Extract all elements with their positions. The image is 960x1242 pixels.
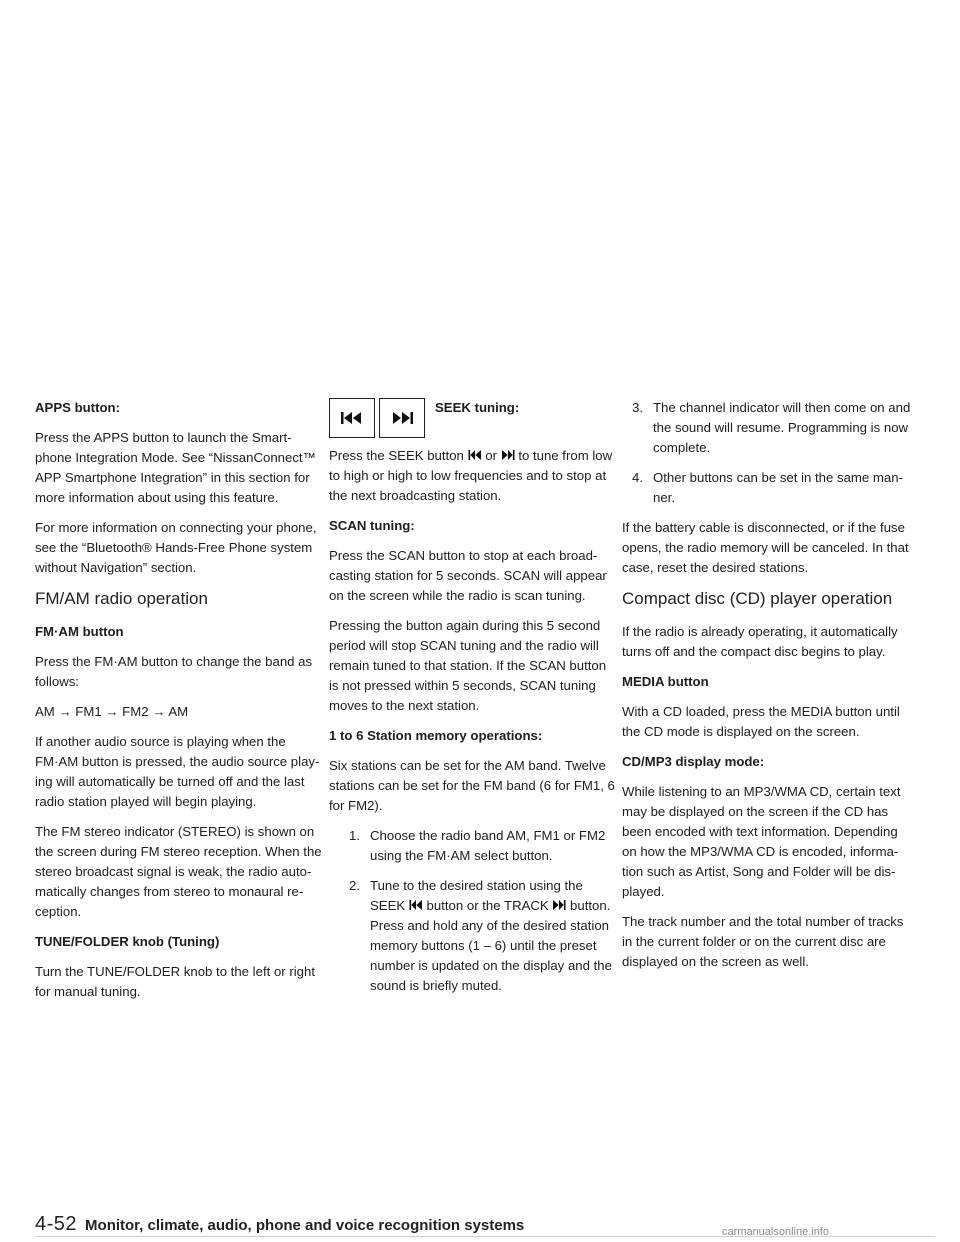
scan-paragraph-1: Press the SCAN button to stop at each broad-casting station for 5 seconds. SCAN will appear on the screen while the radio is scan tuning.	[329, 548, 607, 603]
display-paragraph-2: The track number and the total number of tracks in the current folder or on the current disc are displayed on the screen as well.	[622, 914, 904, 969]
scan-heading: SCAN tuning:	[329, 518, 415, 533]
page-number: 4-52	[35, 1213, 78, 1235]
memory-paragraph: Six stations can be set for the AM band. Twelve stations can be set for the FM band (6 for FM1, 6 for FM2).	[329, 758, 615, 813]
skip-forward-icon	[390, 411, 414, 425]
seek-paragraph-end: to tune from low to high or high to low frequencies and to stop at the next broadcasting station.	[329, 448, 613, 503]
fmam-band-cycle: AM → FM1 → FM2 → AM	[35, 704, 189, 719]
list-number: 1.	[349, 828, 360, 843]
list-text	[370, 876, 617, 996]
apps-paragraph-2: For more information on connecting your phone, see the “Bluetooth® Hands-Free Phone system without Navigation” section.	[35, 520, 317, 575]
skip-forward-icon	[501, 449, 515, 461]
memory-heading: 1 to 6 Station memory operations:	[329, 728, 543, 743]
apps-heading: APPS button:	[35, 400, 120, 415]
skip-back-icon	[468, 449, 482, 461]
step2-text-c: button. Press and hold any of the desired station memory buttons (1 – 6) until the preset number is updated on the display and the sound is briefly muted.	[370, 898, 612, 993]
list-item	[329, 826, 617, 866]
step2-text-a: Tune to the desired station using the SEEK	[370, 878, 583, 913]
tune-heading: TUNE/FOLDER knob (Tuning)	[35, 934, 220, 949]
seek-paragraph-start: Press the SEEK button	[329, 448, 464, 463]
cd-paragraph: If the radio is already operating, it automatically turns off and the compact disc begins to play.	[622, 624, 898, 659]
list-text: The channel indicator will then come on and the sound will resume. Programming is now complete.	[653, 400, 911, 455]
fmam-paragraph-3: The FM stereo indicator (STEREO) is shown on the screen during FM stereo reception. When the stereo broadcast signal is weak, the radio auto-matically changes from stereo to monaural re-ception.	[35, 824, 322, 919]
list-number: 3.	[632, 400, 643, 415]
skip-forward-icon	[552, 899, 566, 911]
tune-paragraph: Turn the TUNE/FOLDER knob to the left or right for manual tuning.	[35, 964, 315, 999]
section-title-cd: Compact disc (CD) player operation	[622, 589, 893, 608]
scan-paragraph-2: Pressing the button again during this 5 second period will stop SCAN tuning and the radio will remain tuned to that station. If the SCAN button is not pressed within 5 seconds, SCAN tuning moves to the next station.	[329, 618, 607, 713]
section-title-fm-am: FM/AM radio operation	[35, 589, 208, 608]
seek-paragraph-or: or	[485, 448, 497, 463]
list-number: 2.	[349, 878, 360, 893]
list-text: Choose the radio band AM, FM1 or FM2 using the FM·AM select button.	[370, 828, 606, 863]
seek-heading: SEEK tuning:	[435, 400, 520, 415]
list-item	[622, 468, 912, 508]
seek-forward-key	[379, 398, 425, 438]
skip-back-icon	[340, 411, 364, 425]
display-heading: CD/MP3 display mode:	[622, 754, 765, 769]
column-middle	[329, 398, 617, 1006]
column-right	[622, 398, 912, 982]
battery-paragraph: If the battery cable is disconnected, or if the fuse opens, the radio memory will be canceled. In that case, reset the desired stations.	[622, 520, 909, 575]
list-item	[622, 398, 912, 458]
apps-paragraph-1: Press the APPS button to launch the Smart-phone Integration Mode. See “NissanConnect™ APP Smartphone Integration” in this section for more information about using this feature.	[35, 430, 316, 505]
display-paragraph-1: While listening to an MP3/WMA CD, certain text may be displayed on the screen if the CD has been encoded with text information. Depending on how the MP3/WMA CD is encoded, informa-tion such as Artist, Song and Folder will be dis-played.	[622, 784, 901, 899]
list-number: 4.	[632, 470, 643, 485]
seek-back-key	[329, 398, 375, 438]
media-paragraph: With a CD loaded, press the MEDIA button until the CD mode is displayed on the screen.	[622, 704, 900, 739]
column-left	[35, 398, 323, 1012]
skip-back-icon	[409, 899, 423, 911]
watermark: carmanualsonline.info	[722, 1226, 830, 1238]
seek-heading-row	[329, 398, 617, 438]
list-text: Other buttons can be set in the same man-ner.	[653, 470, 903, 505]
fmam-paragraph-1: Press the FM·AM button to change the band as follows:	[35, 654, 313, 689]
page-title: Monitor, climate, audio, phone and voice recognition systems	[85, 1217, 525, 1234]
seek-paragraph	[329, 446, 617, 506]
fmam-heading: FM·AM button	[35, 624, 124, 639]
list-item	[329, 876, 617, 996]
media-heading: MEDIA button	[622, 674, 709, 689]
step2-text-b: button or the TRACK	[426, 898, 549, 913]
fmam-paragraph-2: If another audio source is playing when the FM·AM button is pressed, the audio source play-ing will automatically be turned off and the last radio station played will begin playing.	[35, 734, 320, 809]
